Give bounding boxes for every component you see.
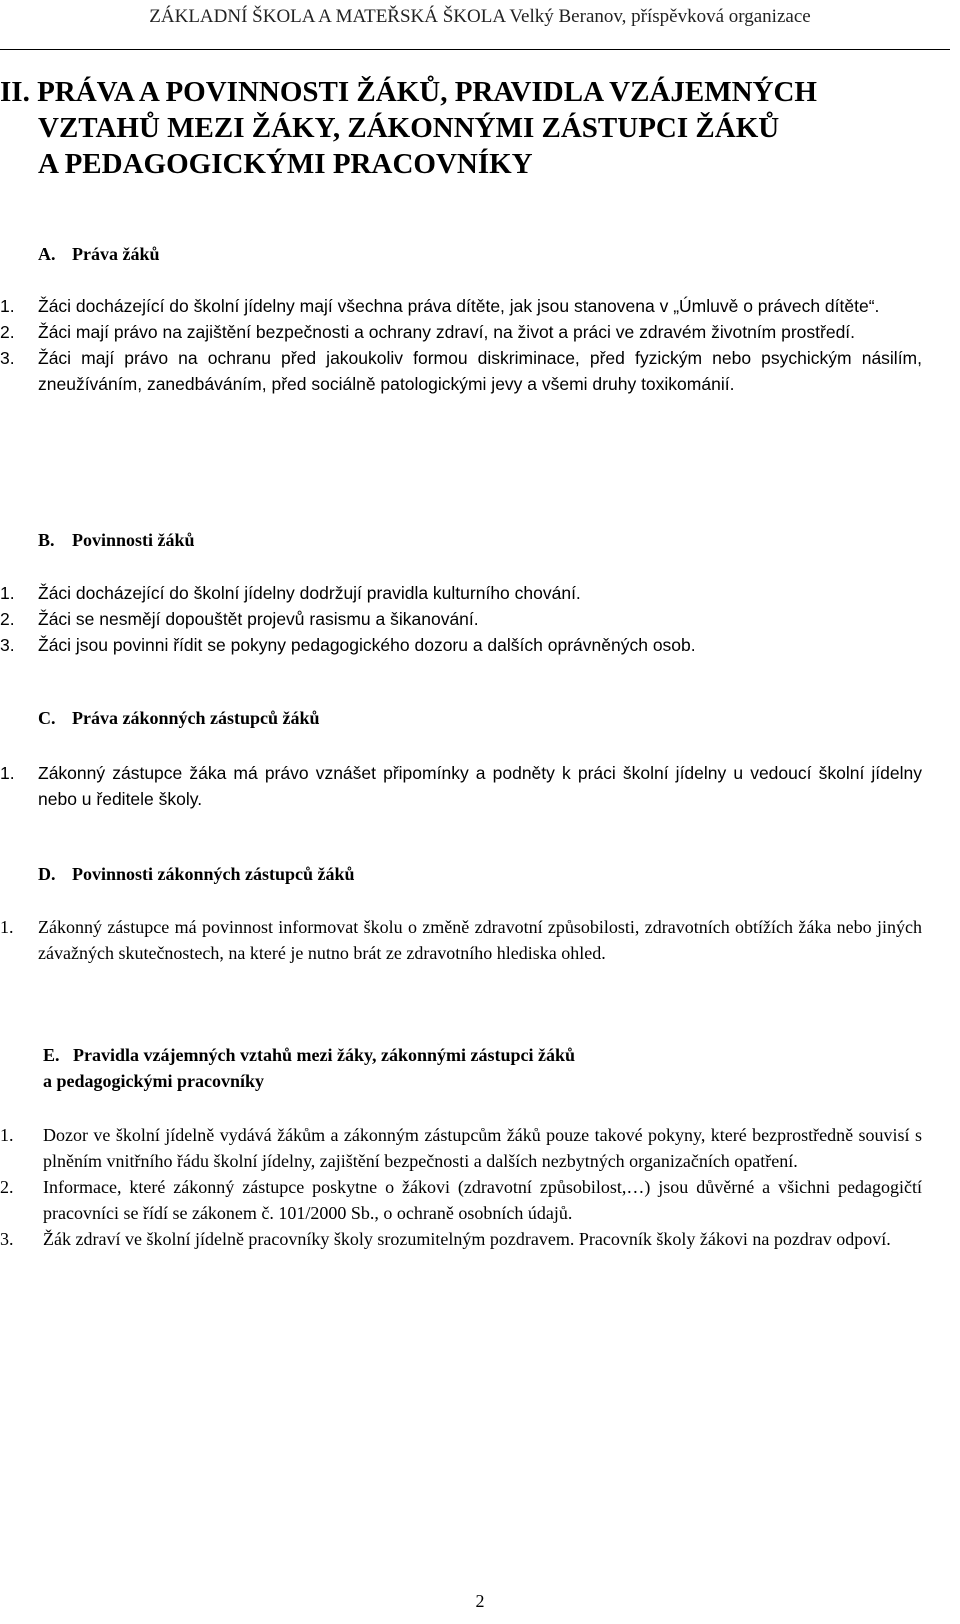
- item-number: 2.: [0, 322, 15, 342]
- list-item: [0, 760, 922, 812]
- chapter-title-line-1: II. PRÁVA A POVINNOSTI ŽÁKŮ, PRAVIDLA VZÁJEMNÝCH: [0, 76, 817, 108]
- item-text: Zákonný zástupce žáka má právo vznášet připomínky a podněty k práci školní jídelny u vedoucí školní jídelny nebo u ředitele školy.: [38, 763, 922, 809]
- item-text: Žáci jsou povinni řídit se pokyny pedagogického dozoru a dalších oprávněných osob.: [38, 635, 696, 655]
- section-c-heading: [38, 708, 320, 729]
- item-text: Žáci docházející do školní jídelny dodržují pravidla kulturního chování.: [38, 583, 581, 603]
- list-item: [0, 580, 922, 606]
- list-item: [0, 1122, 922, 1174]
- section-d-heading: [38, 864, 355, 885]
- section-b-list: [0, 580, 922, 658]
- list-item: [0, 632, 922, 658]
- list-item: [0, 345, 922, 397]
- item-number: 2.: [0, 1177, 14, 1197]
- page-number: 2: [475, 1591, 485, 1611]
- item-text: Žáci mají právo na zajištění bezpečnosti a ochrany zdraví, na život a práci ve zdravém životním prostředí.: [38, 322, 856, 342]
- item-text: Žáci se nesmějí dopouštět projevů rasismu a šikanování.: [38, 609, 479, 629]
- section-title: Povinnosti zákonných zástupců žáků: [72, 864, 355, 884]
- list-item: [0, 1174, 922, 1226]
- section-b-heading: [38, 530, 195, 551]
- section-title: Povinnosti žáků: [72, 530, 195, 550]
- section-e-title-line-2: a pedagogickými pracovníky: [43, 1071, 265, 1091]
- section-title: Práva zákonných zástupců žáků: [72, 708, 320, 728]
- section-e-list: [0, 1122, 922, 1252]
- item-number: 1.: [0, 583, 15, 603]
- section-title: Pravidla vzájemných vztahů mezi žáky, zákonnými zástupci žáků: [73, 1045, 575, 1065]
- section-c-list: [0, 760, 922, 812]
- chapter-title-line-3: A PEDAGOGICKÝMI PRACOVNÍKY: [38, 148, 533, 180]
- section-letter: C.: [38, 708, 56, 728]
- list-item: [0, 319, 922, 345]
- item-text: Žáci docházející do školní jídelny mají všechna práva dítěte, jak jsou stanovena v „Úmluvě o právech dítěte“.: [38, 296, 880, 316]
- section-letter: B.: [38, 530, 55, 550]
- item-text: Zákonný zástupce má povinnost informovat školu o změně zdravotní způsobilosti, zdravotních obtížích žáka nebo jiných závažných skutečnostech, na které je nutno brát ze zdravotního hlediska ohled.: [38, 917, 922, 963]
- chapter-title: [0, 74, 930, 182]
- list-item: [0, 1226, 922, 1252]
- item-number: 1.: [0, 296, 15, 316]
- item-number: 3.: [0, 635, 15, 655]
- section-e-title-line-1: [43, 1042, 575, 1068]
- section-e-heading: [43, 1042, 575, 1094]
- item-text: Dozor ve školní jídelně vydává žákům a zákonným zástupcům žáků pouze takové pokyny, které bezprostředně souvisí s plněním vnitřního řádu školní jídelny, zajištění bezpečnosti a dalších nezbytných organizačních opatření.: [43, 1125, 922, 1171]
- section-title: Práva žáků: [72, 244, 160, 264]
- list-item: [0, 914, 922, 966]
- item-number: 1.: [0, 1125, 14, 1145]
- section-letter: A.: [38, 244, 56, 264]
- item-text: Žák zdraví ve školní jídelně pracovníky školy srozumitelným pozdravem. Pracovník školy žákovi na pozdrav odpoví.: [43, 1229, 891, 1249]
- list-item: [0, 606, 922, 632]
- item-text: Informace, které zákonný zástupce poskytne o žákovi (zdravotní způsobilost,…) jsou důvěrné a všichni pedagogičtí pracovníci se řídí se zákonem č. 101/2000 Sb., o ochraně osobních údajů.: [43, 1177, 922, 1223]
- section-letter: D.: [38, 864, 56, 884]
- section-a-heading: [38, 244, 160, 265]
- list-item: [0, 293, 922, 319]
- header-divider: [0, 49, 950, 50]
- chapter-title-line-2: VZTAHŮ MEZI ŽÁKY, ZÁKONNÝMI ZÁSTUPCI ŽÁKŮ: [38, 112, 780, 144]
- item-number: 1.: [0, 763, 15, 783]
- section-d-list: [0, 914, 922, 966]
- item-number: 3.: [0, 348, 15, 368]
- section-a-list: [0, 293, 922, 397]
- item-number: 1.: [0, 917, 14, 937]
- section-letter: E.: [43, 1045, 60, 1065]
- item-number: 3.: [0, 1229, 14, 1249]
- item-number: 2.: [0, 609, 15, 629]
- item-text: Žáci mají právo na ochranu před jakoukoliv formou diskriminace, před fyzickým nebo psychickým násilím, zneužíváním, zanedbáváním, před sociálně patologickými jevy a všemi druhy toxikománií.: [38, 348, 922, 394]
- page-header: ZÁKLADNÍ ŠKOLA A MATEŘSKÁ ŠKOLA Velký Beranov, příspěvková organizace: [149, 6, 811, 27]
